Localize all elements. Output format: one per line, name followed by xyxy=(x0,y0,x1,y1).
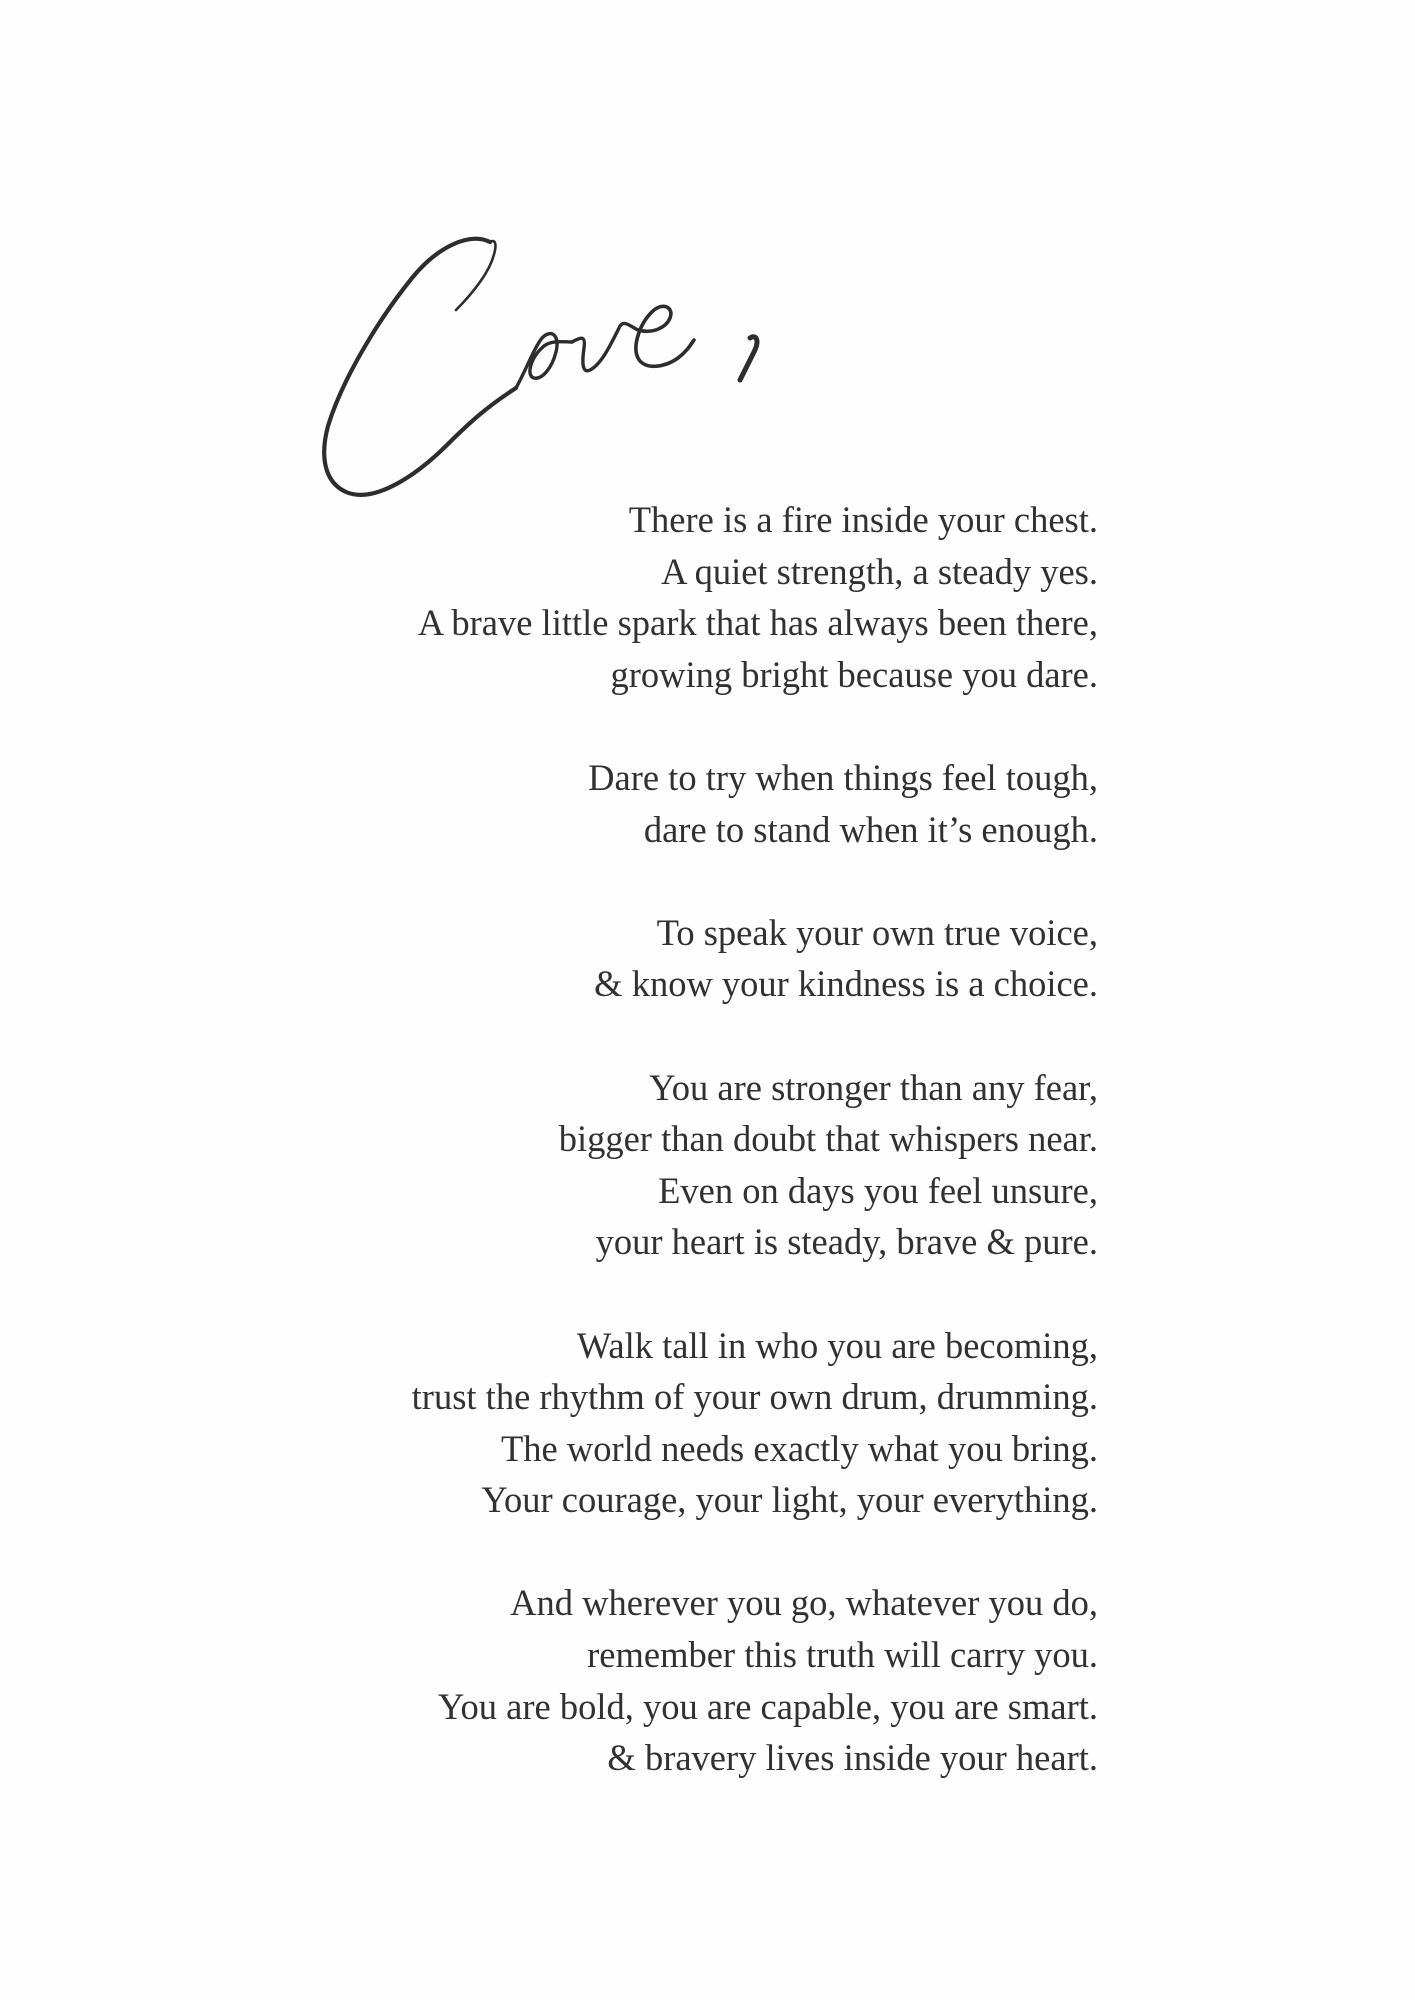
poem-stanza xyxy=(198,1320,1098,1526)
poem-line: A brave little spark that has always been there, xyxy=(417,602,1098,644)
poem-line: & know your kindness is a choice. xyxy=(594,963,1098,1005)
poem-stanza xyxy=(198,1577,1098,1783)
script-heading-love-lettering xyxy=(320,230,780,510)
poem-stanza xyxy=(198,1062,1098,1268)
poem-body xyxy=(198,494,1098,1784)
poem-line: remember this truth will carry you. xyxy=(587,1634,1098,1676)
poem-line: A quiet strength, a steady yes. xyxy=(661,550,1098,592)
poem-line: growing bright because you dare. xyxy=(610,653,1098,695)
poem-stanza xyxy=(198,907,1098,1010)
script-heading-love xyxy=(320,230,780,510)
poem-line: Even on days you feel unsure, xyxy=(658,1169,1098,1211)
poem-stanza xyxy=(198,752,1098,855)
poem-line: To speak your own true voice, xyxy=(656,911,1098,953)
poem-stanza xyxy=(198,494,1098,700)
poem-line: trust the rhythm of your own drum, drumming. xyxy=(411,1376,1098,1418)
poem-line: There is a fire inside your chest. xyxy=(628,499,1098,540)
poem-line: bigger than doubt that whispers near. xyxy=(558,1118,1098,1160)
poem-line: Dare to try when things feel tough, xyxy=(588,756,1098,798)
poem-line: Your courage, your light, your everything. xyxy=(481,1479,1098,1521)
poem-line: dare to stand when it’s enough. xyxy=(643,808,1098,850)
poem-line: You are stronger than any fear, xyxy=(649,1066,1098,1108)
poem-line: And wherever you go, whatever you do, xyxy=(510,1582,1098,1624)
poem-line: & bravery lives inside your heart. xyxy=(607,1737,1098,1779)
poem-line: Walk tall in who you are becoming, xyxy=(576,1324,1098,1366)
poem-line: You are bold, you are capable, you are smart. xyxy=(437,1685,1098,1727)
poem-line: The world needs exactly what you bring. xyxy=(500,1427,1098,1469)
poem-line: your heart is steady, brave & pure. xyxy=(595,1221,1098,1263)
